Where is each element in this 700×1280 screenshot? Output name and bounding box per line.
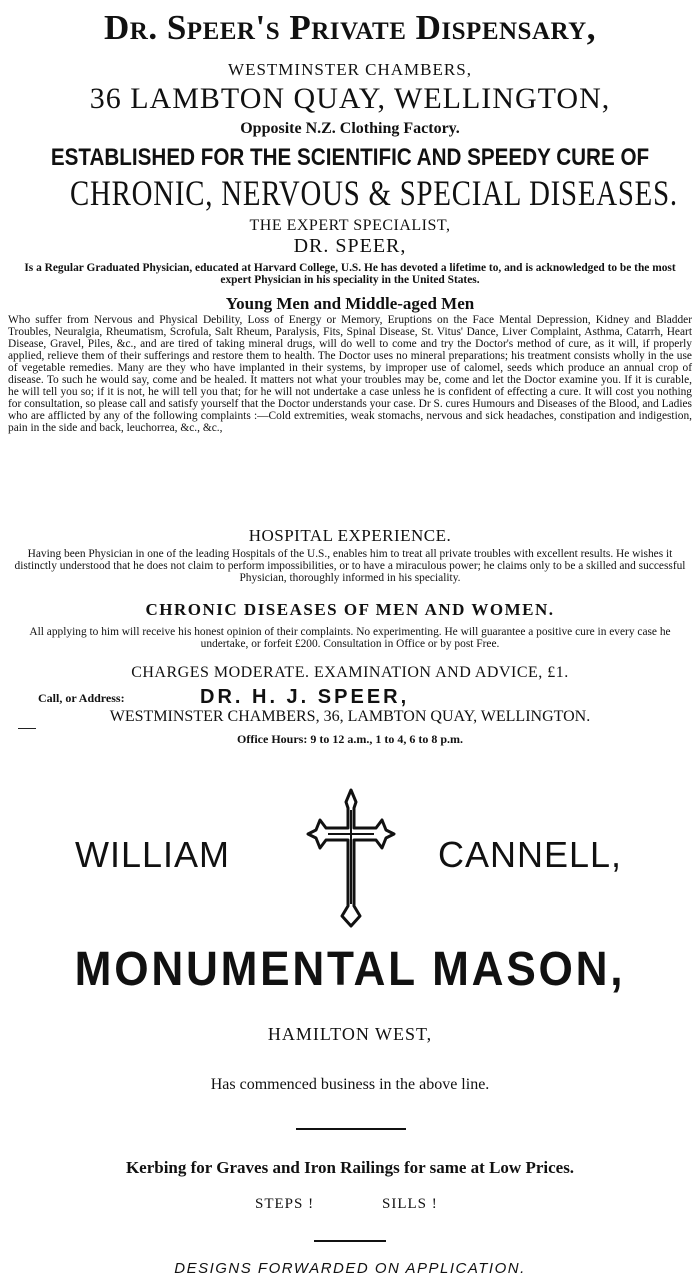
- designs-line: DESIGNS FORWARDED ON APPLICATION.: [174, 1260, 526, 1277]
- body-paragraph: Who suffer from Nervous and Physical Debility, Loss of Energy or Memory, Eruptions on the Face Mental Depression, Kidney and Bladder Troubles, Neuralgia, Rheumatism, Scrofula, Salt Rheum, Paralysis, Fits, Spinal Disease, St. Vitus' Dance, Liver Complaint, Asthma, Catarrh, Heart Disease, Gravel, Piles, &c., and are tired of taking mineral drugs, will do well to come and try the Doctor's method of cure, as it will, if properly applied, relieve them of their sufferings and restore them to health. The Doctor uses no mineral preparations; his treatment consists wholly in the use of vegetable remedies. Many are they who have implanted in their systems, by improper use of calomel, seeds which produce an annual crop of disease. To such he would say, come and be healed. It matters not what your troubles may be, come and let the Doctor examine you. If it is curable, he will tell you so; if it is not, he will tell you that; for he will not undertake a case unless he is confident of effecting a cure. It will cost you nothing for consultation, so please call and satisfy yourself that the Doctor understands your case. Dr S. cures Humours and Diseases of the Blood, and Ladies who are afflicted by any of the following complaints :—Cold extremities, weak stomachs, nervous and sick headaches, constipation and indigestion, pain in the side and back, leuchorrea, &c., &c.,: [8, 314, 692, 434]
- hospital-paragraph: Having been Physician in one of the leading Hospitals of the U.S., enables him to treat all private troubles with excellent results. He wishes it distinctly understood that he does not claim to perform impossibilities, or to have a miraculous power; he claims only to be a skilled and successful Physician, thoroughly informed in his speciality.: [14, 548, 686, 584]
- full-address-line: WESTMINSTER CHAMBERS, 36, LAMBTON QUAY, WELLINGTON.: [109, 708, 591, 725]
- sills-label: SILLS !: [382, 1196, 438, 1212]
- mason-advertisement: [0, 770, 700, 1280]
- chronic-heading: CHRONIC DISEASES OF MEN AND WOMEN.: [145, 600, 555, 619]
- trade-heading: MONUMENTAL MASON,: [74, 943, 626, 996]
- call-row: [38, 688, 678, 710]
- call-label: Call, or Address:: [38, 691, 125, 705]
- kerbing-line: Kerbing for Graves and Iron Railings for same at Low Prices.: [125, 1158, 575, 1177]
- intro-paragraph: Is a Regular Graduated Physician, educated at Harvard College, U.S. He has devoted a lifetime to, and is acknowledged to be the most expert Physician in his speciality in the United States.: [24, 262, 676, 286]
- doctor-name: DR. SPEER,: [293, 235, 407, 257]
- divider-rule-small: [314, 1240, 386, 1242]
- dispensary-title: Dr. Speer's Private Dispensary,: [104, 8, 596, 47]
- expert-line: THE EXPERT SPECIALIST,: [249, 217, 451, 234]
- diseases-heading: CHRONIC, NERVOUS & SPECIAL DISEASES.: [70, 173, 678, 213]
- steps-label: STEPS !: [255, 1196, 315, 1212]
- name-left: WILLIAM: [75, 834, 231, 875]
- short-rule: [18, 728, 36, 729]
- address-line: 36 LAMBTON QUAY, WELLINGTON,: [89, 82, 611, 115]
- chambers-line: WESTMINSTER CHAMBERS,: [228, 60, 472, 79]
- applying-paragraph: All applying to him will receive his honest opinion of their complaints. No experimenting. He will guarantee a positive cure in every case he undertake, or forfeit £200. Consultation in Office or by post Free.: [29, 626, 671, 650]
- commenced-line: Has commenced business in the above line.: [210, 1076, 490, 1093]
- name-right: CANNELL,: [438, 834, 623, 875]
- office-hours: Office Hours: 9 to 12 a.m., 1 to 4, 6 to 8 p.m.: [237, 732, 463, 746]
- charges-line: CHARGES MODERATE. EXAMINATION AND ADVICE, £1.: [131, 664, 569, 681]
- cross-icon: [306, 788, 396, 928]
- opposite-line: Opposite N.Z. Clothing Factory.: [240, 120, 460, 137]
- divider-rule: [296, 1128, 406, 1130]
- location-line: HAMILTON WEST,: [267, 1024, 433, 1044]
- call-name: DR. H. J. SPEER,: [200, 686, 410, 708]
- hospital-heading: HOSPITAL EXPERIENCE.: [248, 526, 452, 545]
- young-men-heading: Young Men and Middle-aged Men: [225, 294, 475, 313]
- established-line: ESTABLISHED FOR THE SCIENTIFIC AND SPEEDY CURE OF: [50, 144, 650, 171]
